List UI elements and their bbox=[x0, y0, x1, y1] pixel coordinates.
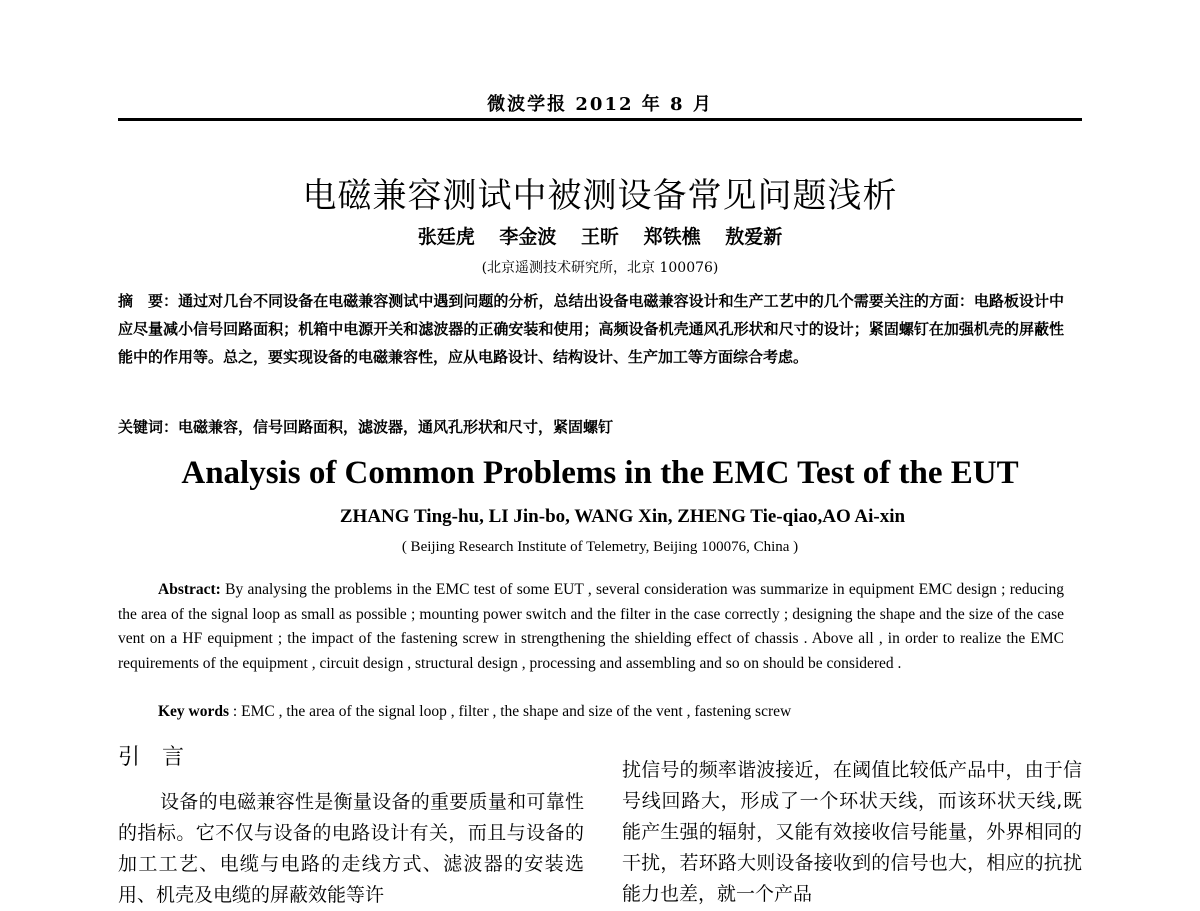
english-keywords bbox=[118, 700, 1064, 724]
left-column-text: 设备的电磁兼容性是衡量设备的重要质量和可靠性的指标。它不仅与设备的电路设计有关，而且与设备的加工工艺、电缆与电路的走线方式、滤波器的安装选用、机壳及电缆的屏蔽效能等许 bbox=[118, 791, 584, 906]
section-heading-introduction: 引言 bbox=[118, 745, 207, 770]
author-5: 敖爱新 bbox=[725, 226, 783, 248]
author-4: 郑铁樵 bbox=[643, 226, 701, 248]
english-abstract-label: Abstract: bbox=[158, 581, 221, 598]
chinese-authors bbox=[0, 222, 1200, 249]
chinese-affiliation: (北京遥测技术研究所，北京 100076) bbox=[481, 260, 719, 276]
running-header: 微波学报 2012 年 8 月 bbox=[487, 94, 713, 115]
chinese-abstract: 摘 要：通过对几台不同设备在电磁兼容测试中遇到问题的分析，总结出设备电磁兼容设计和生产工艺中的几个需要关注的方面：电路板设计中应尽量减小信号回路面积；机箱中电源开关和滤波器的正确安装和使用；高频设备机壳通风孔形状和尺寸的设计；紧固螺钉在加强机壳的屏蔽性能中的作用等。总之，要实现设备的电磁兼容性，应从电路设计、结构设计、生产加工等方面综合考虑。 bbox=[118, 292, 1064, 366]
chinese-keywords: 关键词：电磁兼容，信号回路面积，滤波器，通风孔形状和尺寸，紧固螺钉 bbox=[118, 418, 614, 436]
author-1: 张廷虎 bbox=[417, 226, 475, 248]
chinese-title: 电磁兼容测试中被测设备常见问题浅析 bbox=[302, 176, 898, 216]
body-right-column: 扰信号的频率谐波接近，在阈值比较低产品中，由于信号线回路大，形成了一个环状天线，而该环状天线,既能产生强的辐射，又能有效接收信号能量，外界相同的干扰，若环路大则设备接收到的信号也大，相应的抗扰能力也差，就一个产品 bbox=[622, 759, 1082, 905]
english-keywords-label: Key words bbox=[158, 703, 230, 720]
english-abstract-text: By analysing the problems in the EMC test of some EUT , several consideration was summarize in equipment EMC design ; reducing the area of the signal loop as small as possible ; mounting power switch and the filter in the case correctly ; designing the shape and the size of the case vent on a HF equipment ; the impact of the fastening screw in strengthening the shielding effect of chassis . Above all , in order to realize the EMC requirements of the equipment , circuit design , structural design , processing and assembling and so on should be considered . bbox=[118, 581, 1064, 672]
header-rule bbox=[118, 118, 1082, 121]
author-2: 李金波 bbox=[499, 226, 557, 248]
author-3: 王昕 bbox=[580, 226, 619, 248]
body-left-column bbox=[118, 787, 584, 911]
english-abstract bbox=[118, 578, 1064, 676]
english-authors: ZHANG Ting-hu, LI Jin-bo, WANG Xin, ZHENG Tie-qiao,AO Ai-xin bbox=[339, 506, 906, 527]
english-title: Analysis of Common Problems in the EMC Test of the EUT bbox=[181, 455, 1019, 491]
english-keywords-text: : EMC , the area of the signal loop , filter , the shape and size of the vent , fastening screw bbox=[229, 703, 792, 720]
english-affiliation: ( Beijing Research Institute of Telemetry, Beijing 100076, China ) bbox=[401, 539, 799, 555]
